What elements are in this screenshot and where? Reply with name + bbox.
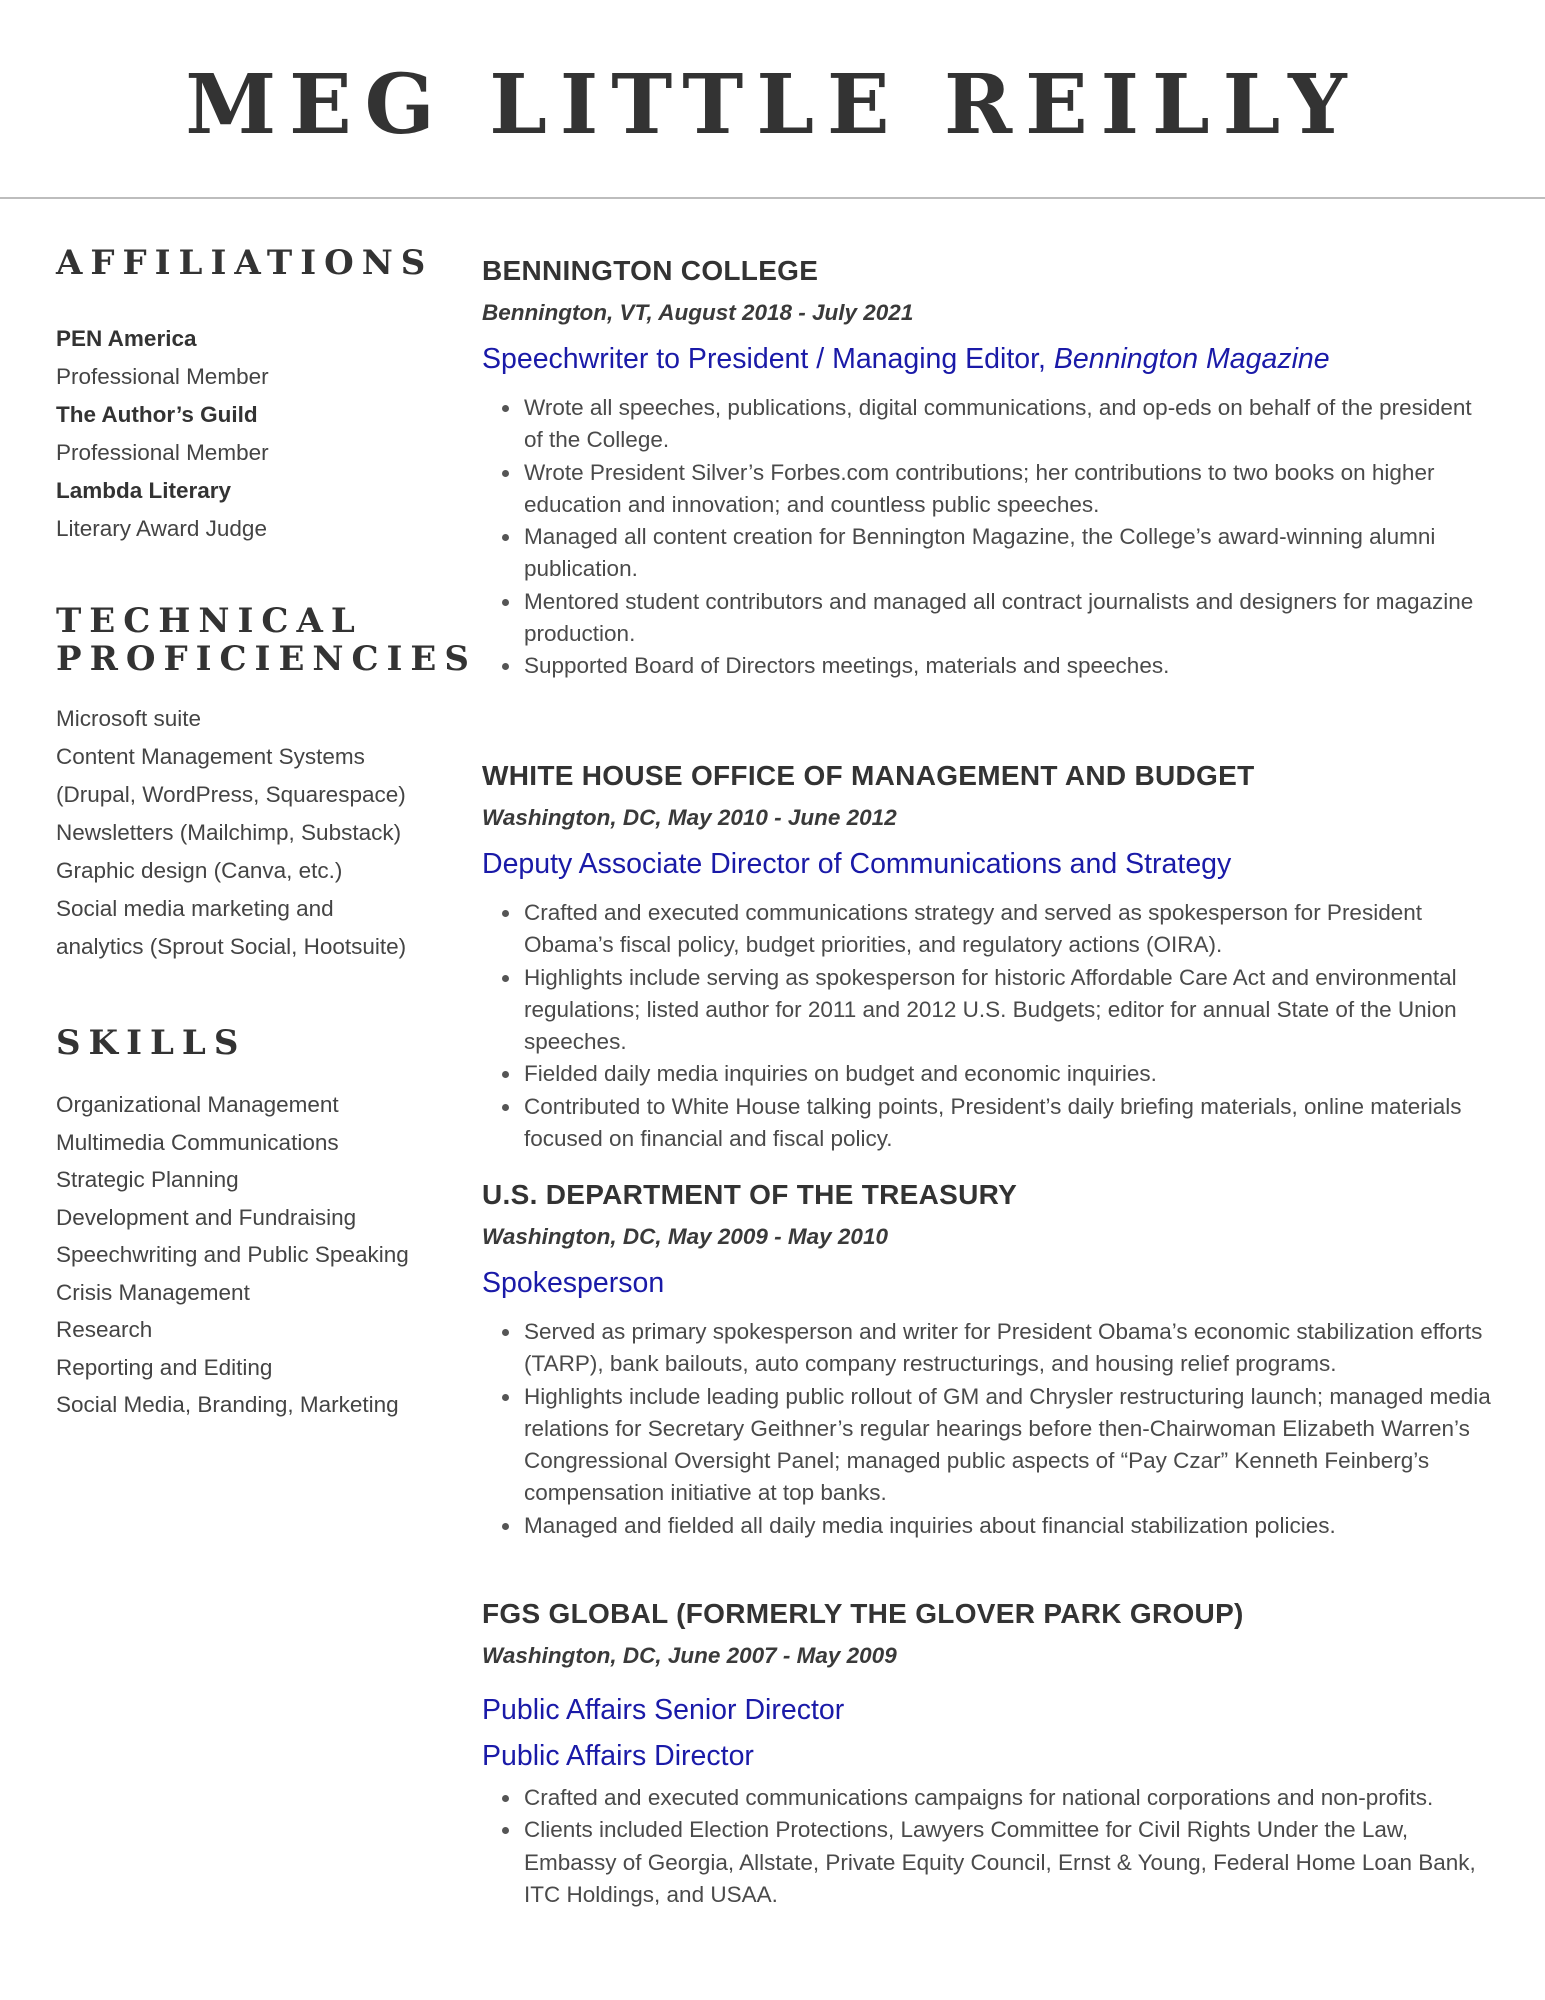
bullet-item: • Crafted and executed communications strategy and served as spokesperson for President Obama’s fiscal policy, budget priorities, and regulatory actions (OIRA).: [522, 897, 1492, 962]
bullet-item: • Highlights include serving as spokesperson for historic Affordable Care Act and environmental regulations; listed author for 2011 and 2012 U.S. Budgets; editor for annual State of the Union speeches.: [522, 962, 1492, 1059]
job-bullets: [482, 1316, 1492, 1542]
job-org: BENNINGTON COLLEGE: [482, 255, 819, 286]
resume-name: MEG LITTLE REILLY: [185, 57, 1360, 153]
bullet-item: • Mentored student contributors and managed all contract journalists and designers for magazine production.: [522, 586, 1492, 651]
technical-item: Graphic design (Canva, etc.): [56, 858, 343, 883]
job-title: Spokesperson: [482, 1267, 665, 1299]
affiliations-list: [56, 320, 456, 548]
bullet-item: • Fielded daily media inquiries on budget and economic inquiries.: [522, 1058, 1492, 1090]
technical-item: Social media marketing and: [56, 896, 334, 921]
job-title: [482, 341, 1492, 377]
job-fgs-global: [482, 1596, 1492, 1911]
skill-item: Strategic Planning: [56, 1167, 239, 1192]
bullet-item: • Served as primary spokesperson and writer for President Obama’s economic stabilization efforts (TARP), bank bailouts, auto company restructurings, and housing relief programs.: [522, 1316, 1492, 1381]
job-location: Bennington, VT, August 2018 - July 2021: [482, 300, 914, 325]
technical-heading-line1: TECHNICAL: [56, 601, 363, 641]
technical-item: Newsletters (Mailchimp, Substack): [56, 820, 402, 845]
job-treasury: [482, 1177, 1492, 1542]
bullet-item: • Crafted and executed communications campaigns for national corporations and non-profits.: [522, 1782, 1492, 1814]
job-org: FGS GLOBAL (FORMERLY THE GLOVER PARK GROUP): [482, 1598, 1244, 1629]
affiliation-role: Professional Member: [56, 364, 269, 389]
affiliation-name: Lambda Literary: [56, 478, 232, 503]
technical-item: (Drupal, WordPress, Squarespace): [56, 782, 406, 807]
bullet-item: • Managed and fielded all daily media inquiries about financial stabilization policies.: [522, 1510, 1492, 1542]
technical-heading-line2: PROFICIENCIES: [56, 639, 477, 679]
skills-list: [56, 1086, 456, 1424]
affiliation-role: Literary Award Judge: [56, 516, 267, 541]
affiliation-name: PEN America: [56, 326, 197, 351]
header-divider: [0, 197, 1545, 199]
technical-item: Content Management Systems: [56, 744, 365, 769]
bullet-item: • Wrote President Silver’s Forbes.com contributions; her contributions to two books on higher education and innovation; and countless public speeches.: [522, 457, 1492, 522]
job-omb: [482, 758, 1492, 1155]
job-location: Washington, DC, June 2007 - May 2009: [482, 1643, 897, 1668]
affiliation-name: The Author’s Guild: [56, 402, 258, 427]
technical-proficiencies-heading: [56, 601, 477, 679]
skill-item: Social Media, Branding, Marketing: [56, 1392, 399, 1417]
job-title: Public Affairs Senior Director: [482, 1694, 845, 1726]
technical-item: analytics (Sprout Social, Hootsuite): [56, 934, 407, 959]
bullet-item: • Supported Board of Directors meetings, materials and speeches.: [522, 650, 1492, 682]
job-org: U.S. DEPARTMENT OF THE TREASURY: [482, 1179, 1018, 1210]
skills-heading: SKILLS: [56, 1023, 247, 1063]
job-title: Deputy Associate Director of Communications and Strategy: [482, 848, 1232, 880]
job-org: WHITE HOUSE OFFICE OF MANAGEMENT AND BUDGET: [482, 760, 1255, 791]
bullet-item: • Wrote all speeches, publications, digital communications, and op-eds on behalf of the president of the College.: [522, 392, 1492, 457]
job-location: Washington, DC, May 2009 - May 2010: [482, 1224, 888, 1249]
job-bullets: [482, 897, 1492, 1155]
skill-item: Organizational Management: [56, 1092, 339, 1117]
affiliations-heading: AFFILIATIONS: [56, 243, 434, 283]
job-bullets: [482, 1782, 1492, 1911]
skill-item: Speechwriting and Public Speaking: [56, 1242, 409, 1267]
skill-item: Multimedia Communications: [56, 1129, 339, 1155]
skill-item: Research: [56, 1317, 153, 1342]
job-title-secondary: Public Affairs Director: [482, 1740, 754, 1772]
bullet-item: • Highlights include leading public rollout of GM and Chrysler restructuring launch; managed media relations for Secretary Geithner’s regular hearings before then-Chairwoman Elizabeth Warren’s Congressional Oversight Panel; managed public aspects of “Pay Czar” Kenneth Feinberg’s compensation initiative at top banks.: [522, 1381, 1492, 1510]
affiliation-role: Professional Member: [56, 440, 269, 465]
skill-item: Development and Fundraising: [56, 1204, 357, 1230]
job-title-text: Speechwriter to President / Managing Editor,: [482, 343, 1046, 375]
bullet-item: • Clients included Election Protections, Lawyers Committee for Civil Rights Under the Law, Embassy of Georgia, Allstate, Private Equity Council, Ernst & Young, Federal Home Loan Bank, ITC Holdings, and USAA.: [522, 1814, 1492, 1911]
technical-list: [56, 700, 456, 966]
job-bennington: [482, 253, 1492, 683]
skill-item: Crisis Management: [56, 1279, 250, 1305]
skill-item: Reporting and Editing: [56, 1354, 273, 1380]
bullet-item: • Contributed to White House talking points, President’s daily briefing materials, online materials focused on financial and fiscal policy.: [522, 1091, 1492, 1156]
job-title-italic: Bennington Magazine: [1053, 343, 1330, 375]
job-bullets: [482, 392, 1492, 683]
job-location: Washington, DC, May 2010 - June 2012: [482, 805, 897, 830]
bullet-item: • Managed all content creation for Bennington Magazine, the College’s award-winning alumni publication.: [522, 521, 1492, 586]
sidebar: [56, 240, 477, 1424]
technical-item: Microsoft suite: [56, 706, 202, 731]
